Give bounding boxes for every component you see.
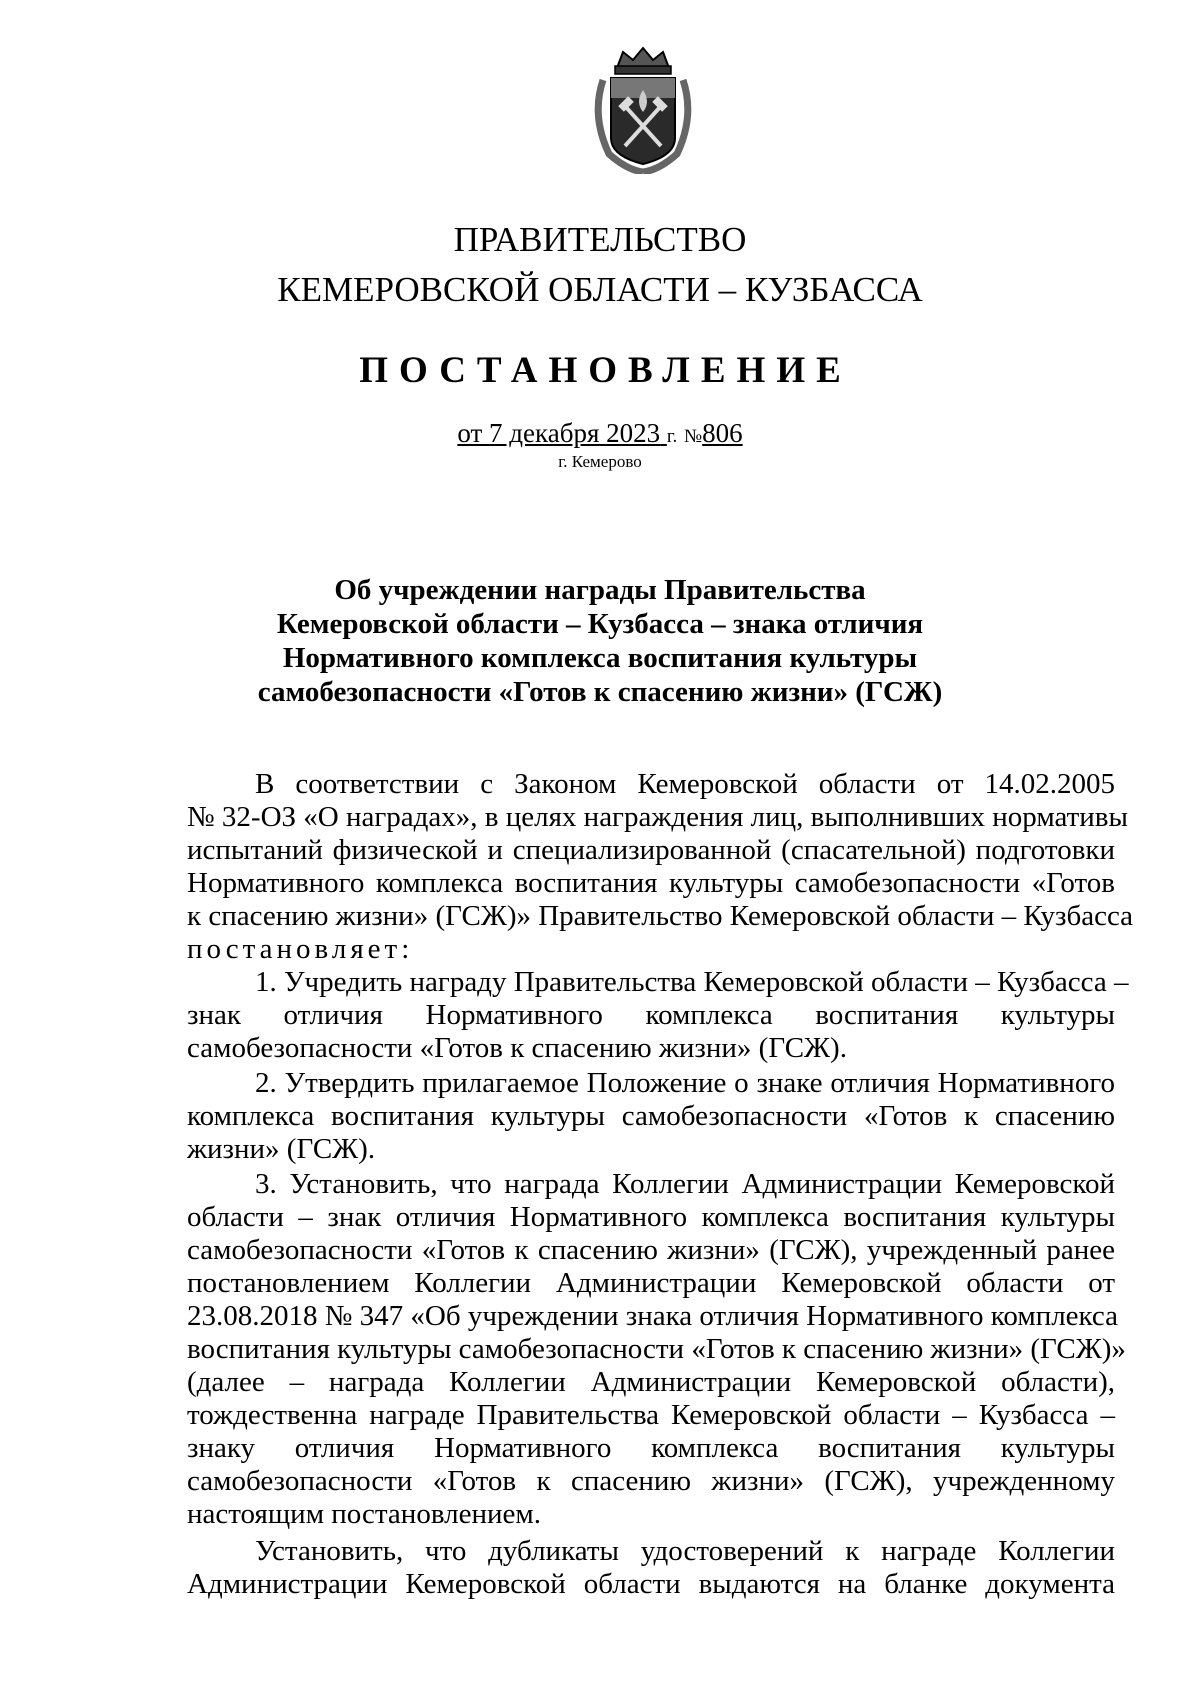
- body-line: В соответствии с Законом Кемеровской области от 14.02.2005: [255, 768, 1115, 800]
- document-date: от 7 декабря 2023: [457, 418, 661, 448]
- body-line: Установить, что дубликаты удостоверений к награде Коллегии: [255, 1535, 1115, 1567]
- document-number: 806: [702, 418, 743, 448]
- body-line: (далее – награда Коллегии Администрации Кемеровской области),: [187, 1366, 1115, 1398]
- body-line: 3. Установить, что награда Коллегии Администрации Кемеровской: [255, 1168, 1115, 1200]
- body-line: № 32-ОЗ «О наградах», в целях награждения лиц, выполнивших нормативы: [187, 801, 1128, 833]
- body-line: Администрации Кемеровской области выдаются на бланке документа: [187, 1568, 1115, 1600]
- title-line: Кемеровской области – Кузбасса – знака отличия: [276, 608, 924, 640]
- body-line: Нормативного комплекса воспитания культуры самобезопасности «Готов: [187, 867, 1115, 899]
- body-line: постановлением Коллегии Администрации Кемеровской области от: [187, 1267, 1115, 1299]
- body-line: испытаний физической и специализированной (спасательной) подготовки: [187, 834, 1115, 866]
- city: г. Кемерово: [558, 452, 642, 471]
- body-line: жизни» (ГСЖ).: [187, 1133, 376, 1165]
- body-line: тождественна награде Правительства Кемеровской области – Кузбасса –: [187, 1399, 1115, 1431]
- body-line: знаку отличия Нормативного комплекса воспитания культуры: [187, 1432, 1115, 1464]
- title-line: самобезопасности «Готов к спасению жизни» (ГСЖ): [257, 676, 943, 708]
- document-title: [0, 573, 1200, 709]
- year-suffix: г.: [666, 426, 678, 447]
- body-line: области – знак отличия Нормативного комплекса воспитания культуры: [187, 1201, 1115, 1233]
- body-line: знак отличия Нормативного комплекса воспитания культуры: [187, 999, 1115, 1031]
- government-name-line2: КЕМЕРОВСКОЙ ОБЛАСТИ – КУЗБАССА: [277, 270, 923, 309]
- body-line: к спасению жизни» (ГСЖ)» Правительство Кемеровской области – Кузбасса: [187, 900, 1134, 932]
- body-line: 2. Утвердить прилагаемое Положение о знаке отличия Нормативного: [255, 1067, 1115, 1099]
- body-line: воспитания культуры самобезопасности «Готов к спасению жизни» (ГСЖ)»: [187, 1333, 1126, 1365]
- title-line: Нормативного комплекса воспитания культуры: [282, 642, 918, 674]
- body-line: 1. Учредить награду Правительства Кемеровской области – Кузбасса –: [255, 966, 1129, 998]
- body-line: самобезопасности «Готов к спасению жизни» (ГСЖ), учрежденному: [187, 1465, 1115, 1497]
- coat-of-arms-icon: [587, 46, 699, 174]
- body-line: комплекса воспитания культуры самобезопасности «Готов к спасению: [187, 1100, 1115, 1132]
- body-line: постановляет:: [187, 933, 414, 965]
- body-line: самобезопасности «Готов к спасению жизни» (ГСЖ).: [187, 1032, 847, 1064]
- body-line: настоящим постановлением.: [187, 1498, 541, 1530]
- number-sign: №: [684, 426, 703, 447]
- date-number-line: [0, 420, 1200, 447]
- government-name-line1: ПРАВИТЕЛЬСТВО: [453, 220, 747, 259]
- document-kind: ПОСТАНОВЛЕНИЕ: [359, 350, 852, 391]
- body-line: самобезопасности «Готов к спасению жизни» (ГСЖ), учрежденный ранее: [187, 1234, 1115, 1266]
- title-line: Об учреждении награды Правительства: [334, 574, 866, 606]
- body-line: 23.08.2018 № 347 «Об учреждении знака отличия Нормативного комплекса: [187, 1300, 1119, 1332]
